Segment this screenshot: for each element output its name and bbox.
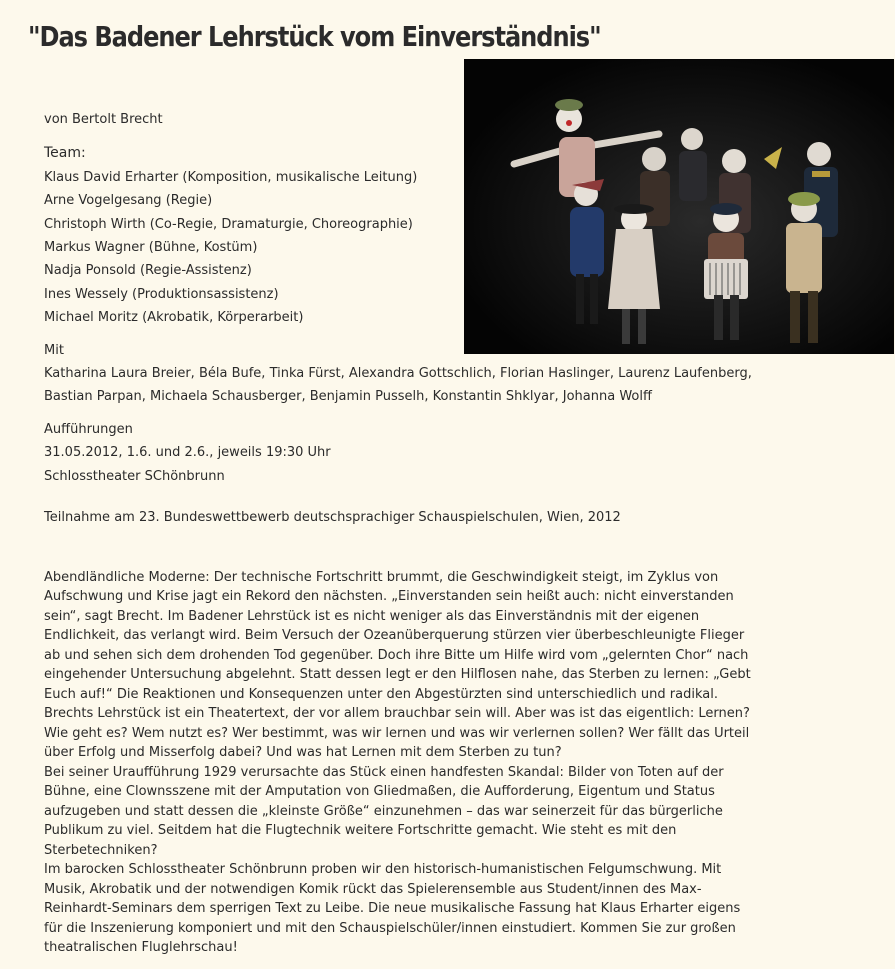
performance-dates: 31.05.2012, 1.6. und 2.6., jeweils 19:30 Uhr	[44, 445, 331, 461]
team-member: Klaus David Erharter (Komposition, musikalische Leitung)	[44, 169, 418, 185]
team-member: Arne Vogelgesang (Regie)	[44, 193, 213, 209]
description-paragraph: Abendländliche Moderne: Der technische Fortschritt brummt, die Geschwindigkeit steigt, im Zyklus von Aufschwung und Krise jagt ein Rekord den nächsten. „Einverstanden sein heißt auch: nicht einverstanden sein“, sagt Brecht. Im Badener Lehrstück ist es nicht weniger als das Einverständnis mit der eigenen Endlichkeit, das verlangt wird. Beim Versuch der Ozeanüberquerung stürzen vier überbeschleunigte Flieger ab und sehen sich dem drohenden Tod gegenüber. Doch ihre Bitte um Hilfe wird vom „gelernten Chor“ nach eingehender Untersuchung abgelehnt. Statt dessen legt er den Hilflosen nahe, das Sterben zu lernen: „Gebt Euch auf!“ Die Reaktionen und Konsequenzen unter den Abgestürzten sind unterschiedlich und radikal.	[44, 569, 751, 702]
performance-venue: Schlosstheater SChönbrunn	[44, 468, 225, 484]
festival-note: Teilnahme am 23. Bundeswettbewerb deutschsprachiger Schauspielschulen, Wien, 2012	[44, 510, 621, 526]
cast-line: Bastian Parpan, Michaela Schausberger, Benjamin Pusselh, Konstantin Shklyar, Johanna Wolff	[44, 389, 652, 405]
team-member: Ines Wessely (Produktionsassistenz)	[44, 286, 279, 302]
description-paragraph: Bei seiner Uraufführung 1929 verursachte das Stück einen handfesten Skandal: Bilder von Toten auf der Bühne, eine Clownsszene mit der Amputation von Gliedmaßen, die Aufforderung, Eigentum und Status aufzugeben und statt dessen die „kleinste Größe“ einzunehmen – das war seinerzeit für das bürgerliche Publikum zu viel. Seitdem hat die Flugtechnik weitere Fortschritte gemacht. Wie steht es mit den Sterbetechniken?	[44, 764, 724, 858]
cast-line: Katharina Laura Breier, Béla Bufe, Tinka Fürst, Alexandra Gottschlich, Florian Haslinger, Laurenz Laufenberg,	[44, 366, 752, 382]
performances-label: Aufführungen	[44, 421, 133, 437]
main-content	[44, 108, 764, 958]
team-member: Christoph Wirth (Co-Regie, Dramaturgie, Choreographie)	[44, 216, 413, 232]
author-line: von Bertolt Brecht	[44, 112, 163, 127]
description	[44, 568, 759, 958]
cast-label: Mit	[44, 342, 64, 358]
description-paragraph: Brechts Lehrstück ist ein Theatertext, der vor allem brauchbar sein will. Aber was ist das eigentlich: Lernen? Wie geht es? Wem nutzt es? Wer bestimmt, was wir lernen und was wir verlernen sollen? Wer fällt das Urteil über Erfolg und Misserfolg dabei? Und was hat Lernen mit dem Sterben zu tun?	[44, 706, 750, 760]
team-member: Markus Wagner (Bühne, Kostüm)	[44, 240, 258, 256]
description-paragraph: Im barocken Schlosstheater Schönbrunn proben wir den historisch-humanistischen Felgumschwung. Mit Musik, Akrobatik und der notwendigen Komik rückt das Spielerensemble aus Student/innen des Max-Reinhardt-Seminars dem sperrigen Text zu Leibe. Die neue musikalische Fassung hat Klaus Erharter eigens für die Inszenierung komponiert und mit den Schauspielschüler/innen einstudiert. Kommen Sie zur großen theatralischen Fluglehrschau!	[44, 862, 741, 955]
team-member: Nadja Ponsold (Regie-Assistenz)	[44, 263, 252, 279]
cast-section	[44, 339, 764, 409]
team-label: Team:	[44, 145, 86, 162]
page-title: "Das Badener Lehrstück vom Einverständnis"	[28, 20, 601, 53]
team-member: Michael Moritz (Akrobatik, Körperarbeit)	[44, 310, 304, 326]
performances-section	[44, 418, 764, 488]
